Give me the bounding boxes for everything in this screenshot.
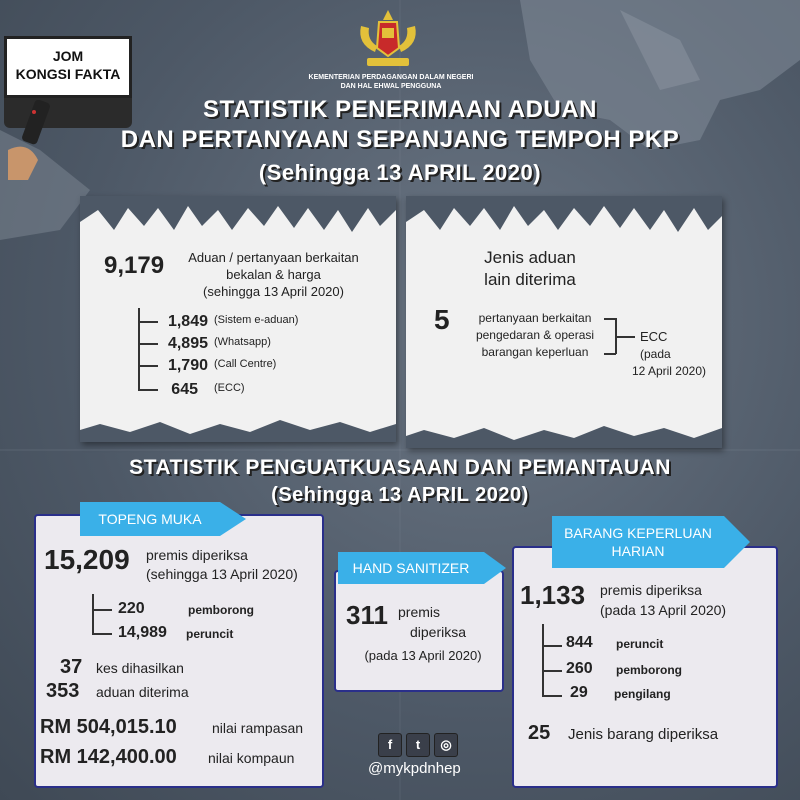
other-complaints-count: 5 xyxy=(434,304,450,335)
bracket-tick xyxy=(138,321,158,323)
main-title-line1: STATISTIK PENERIMAAN ADUAN xyxy=(203,96,597,123)
whatsapp-value: 4,895 xyxy=(167,335,208,352)
heading-line2: lain diterima xyxy=(484,270,576,289)
desc-line3: barangan keperluan xyxy=(481,345,589,359)
torn-edge-top xyxy=(80,196,396,236)
social-handle[interactable]: @mykpdnhep xyxy=(368,760,461,777)
daily-goods-peruncit-label: peruncit xyxy=(616,637,664,651)
ecc-value: 645 xyxy=(171,381,198,398)
bracket-tick xyxy=(542,645,562,647)
total-desc-line1: Aduan / pertanyaan berkaitan xyxy=(188,250,359,265)
face-mask-bracket xyxy=(92,594,94,634)
heading-line1: Jenis aduan xyxy=(484,248,576,267)
ecc-date xyxy=(616,346,706,380)
face-mask-kompaun-label: nilai kompaun xyxy=(208,750,295,766)
daily-goods-pemborong-value: 260 xyxy=(566,660,593,677)
bracket-tick xyxy=(138,343,158,345)
main-title-date: (Sehingga 13 APRIL 2020) xyxy=(258,160,542,185)
face-mask-tag-label: TOPENG MUKA xyxy=(98,511,202,527)
face-mask-pemborong-label: pemborong xyxy=(188,603,254,617)
torn-edge-bottom xyxy=(406,424,722,448)
face-mask-rampasan-label: nilai rampasan xyxy=(212,720,304,736)
daily-goods-jenis-value: 25 xyxy=(528,722,551,744)
e-aduan-label: (Sistem e-aduan) xyxy=(214,314,299,326)
twitter-icon[interactable]: t xyxy=(406,733,430,757)
ecc-date-line2: 12 April 2020) xyxy=(631,364,706,378)
hand-sanitizer-label-line3: (pada 13 April 2020) xyxy=(364,648,482,663)
tag-arrow xyxy=(724,516,750,568)
face-mask-tag xyxy=(80,502,220,536)
other-complaints-desc xyxy=(460,310,610,361)
ecc-label: (ECC) xyxy=(214,382,245,394)
desc-line2: pengedaran & operasi xyxy=(475,328,595,342)
badge-line2: KONGSI FAKTA xyxy=(15,66,121,82)
ecc-date-line1: (pada xyxy=(640,347,671,361)
other-complaints-heading xyxy=(470,247,590,291)
face-mask-premis-value: 15,209 xyxy=(44,544,130,575)
premis-label-line1: premis diperiksa xyxy=(146,547,248,563)
daily-goods-pengilang-value: 29 xyxy=(570,684,588,701)
face-mask-kes-value: 37 xyxy=(60,656,83,678)
main-title-line2: DAN PERTANYAAN SEPANJANG TEMPOH PKP xyxy=(120,126,680,153)
premis-label-line2: (sehingga 13 April 2020) xyxy=(146,566,298,582)
jom-kongsi-fakta-badge xyxy=(4,36,132,98)
face-mask-kompaun-value: RM 142,400.00 xyxy=(40,746,177,768)
premis-label-line2: (pada 13 April 2020) xyxy=(600,602,727,618)
tag-arrow xyxy=(220,502,246,536)
e-aduan-value: 1,849 xyxy=(167,313,208,330)
bracket-tick xyxy=(138,389,158,391)
hand-sanitizer-value: 311 xyxy=(346,600,388,630)
instagram-icon[interactable]: ◎ xyxy=(434,733,458,757)
desc-line1: pertanyaan berkaitan xyxy=(478,311,592,325)
bracket-tick xyxy=(92,609,112,611)
hand-sanitizer-label-line2: diperiksa xyxy=(409,624,467,640)
face-mask-pemborong-value: 220 xyxy=(118,600,145,617)
tag-arrow xyxy=(484,552,506,584)
torn-edge-bottom xyxy=(80,418,396,442)
hand-sanitizer-tag-label: HAND SANITIZER xyxy=(352,560,470,576)
face-mask-aduan-value: 353 xyxy=(46,680,80,702)
total-desc-line2: bekalan & harga xyxy=(226,267,321,282)
bracket-tick xyxy=(604,353,616,355)
call-centre-label: (Call Centre) xyxy=(214,358,277,370)
badge-line1: JOM xyxy=(52,48,84,64)
ecc-channel: ECC xyxy=(640,329,668,344)
ministry-line2: DAN HAL EHWAL PENGGUNA xyxy=(340,83,442,90)
face-mask-premis-label xyxy=(146,546,298,584)
face-mask-peruncit-value: 14,989 xyxy=(118,624,167,641)
bracket-tick xyxy=(604,318,616,320)
daily-goods-tag-line1: BARANG KEPERLUAN xyxy=(564,525,712,541)
bracket-tick xyxy=(138,365,158,367)
daily-goods-pemborong-label: pemborong xyxy=(616,663,682,677)
face-mask-rampasan-value: RM 504,015.10 xyxy=(40,716,177,738)
daily-goods-premis-label xyxy=(600,580,726,620)
daily-goods-jenis-label: Jenis barang diperiksa xyxy=(568,726,719,743)
ministry-name xyxy=(296,73,486,91)
call-centre-value: 1,790 xyxy=(167,357,208,374)
total-complaints-desc xyxy=(186,249,361,300)
hand-sanitizer-tag xyxy=(338,552,484,584)
face-mask-peruncit-label: peruncit xyxy=(186,627,234,641)
total-complaints-value: 9,179 xyxy=(104,252,165,279)
total-desc-line3: (sehingga 13 April 2020) xyxy=(203,284,344,299)
facebook-icon[interactable]: f xyxy=(378,733,402,757)
daily-goods-tag xyxy=(552,516,724,568)
face-mask-aduan-label: aduan diterima xyxy=(96,684,189,700)
whatsapp-label: (Whatsapp) xyxy=(214,336,271,348)
bracket-tick xyxy=(92,633,112,635)
premis-label-line1: premis diperiksa xyxy=(600,582,702,598)
torn-edge-top xyxy=(406,196,722,236)
bracket-tick xyxy=(542,695,562,697)
bracket-tick xyxy=(542,670,562,672)
hand-sanitizer-label-line1: premis xyxy=(398,604,441,620)
bracket-tick xyxy=(615,336,635,338)
daily-goods-pengilang-label: pengilang xyxy=(614,687,671,701)
daily-goods-premis-value: 1,133 xyxy=(520,580,586,610)
coat-of-arms-icon xyxy=(353,8,423,70)
daily-goods-bracket xyxy=(542,624,544,696)
face-mask-kes-label: kes dihasilkan xyxy=(96,660,184,676)
daily-goods-peruncit-value: 844 xyxy=(566,634,593,651)
section2-title: STATISTIK PENGUATKUASAAN DAN PEMANTAUAN xyxy=(129,456,671,479)
daily-goods-tag-line2: HARIAN xyxy=(611,543,665,559)
section2-date: (Sehingga 13 APRIL 2020) xyxy=(271,484,529,506)
ministry-line1: KEMENTERIAN PERDAGANGAN DALAM NEGERI xyxy=(308,74,474,81)
